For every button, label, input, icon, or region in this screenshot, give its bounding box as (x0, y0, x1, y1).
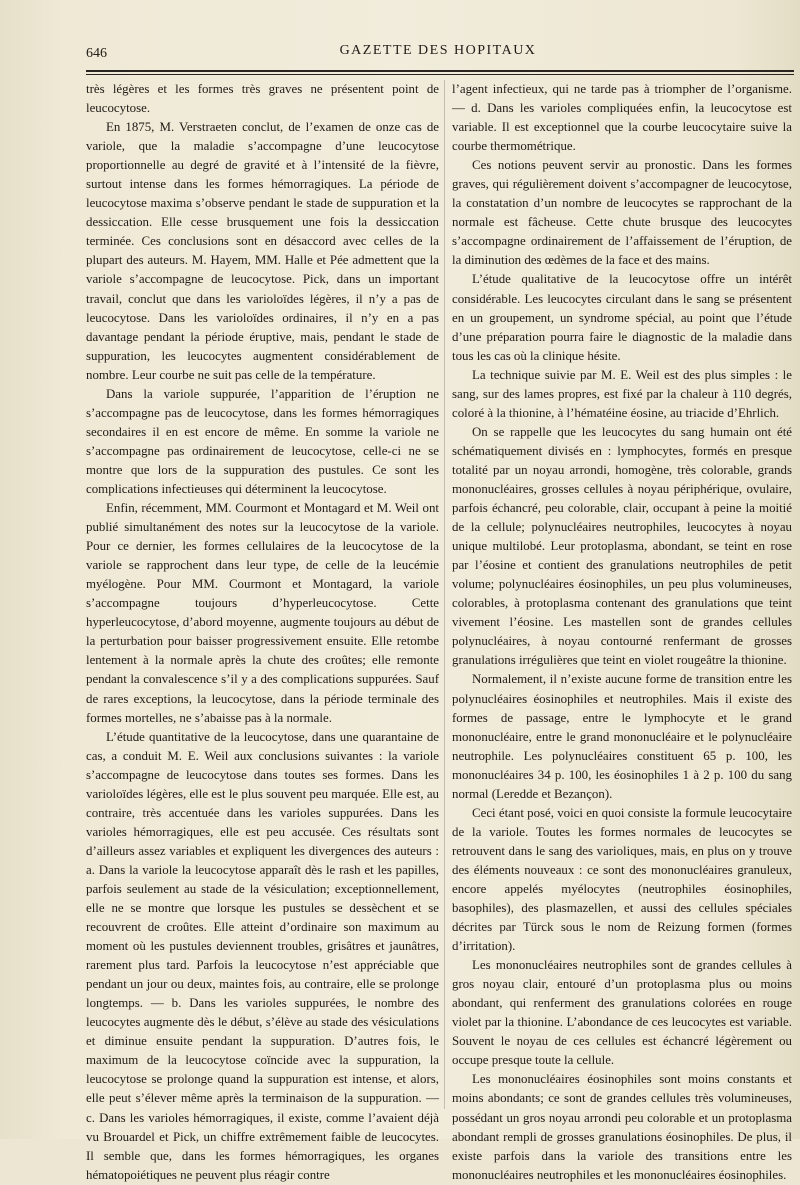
header-rule-thin (86, 74, 794, 75)
column-gutter (444, 80, 445, 1109)
paragraph: L’étude quantitative de la leucocytose, dans une quarantaine de cas, a conduit M. E. Weil aux conclusions suivantes : la variole s’accompagne de leucocytose dans toutes ses formes. Dans les varioloïdes légères, elle est le plus souvent peu marquée. Elle est, au contraire, très accentuée dans les varioles suppurées. Dans les varioles hémorragiques, elle est peu accusée. Ces résultats sont d’ailleurs assez variables et expliquent les divergences des auteurs : a. Dans la variole la leucocytose apparaît dès le rash et les papilles, parfois seulement au stade de la vésiculation; exceptionnellement, elle ne se montre que lorsque les pustules se dessèchent et se recouvrent de croûtes. Elle atteint d’ordinaire son maximum au moment où les pustules deviennent troubles, grisâtres et jaunâtres, rarement plus tard. Parfois la leucocytose n’est appréciable que pendant un jour ou deux, maintes fois, au contraire, elle se prolonge longtemps. — b. Dans les varioles suppurées, le nombre des leucocytes augmente dès le début, s’élève au stade des vésiculations et diminue ensuite pendant la suppuration. D’autres fois, le maximum de la leucocytose coïncide avec la suppuration, la leucocytose se prolonge quand la suppuration est intense, et alors, elle peut s’élever même après la terminaison de la suppuration. — c. Dans les varioles hémorragiques, il existe, comme l’avaient déjà vu Brouardel et Pick, un chiffre extrêmement faible de leucocytes. Il semble que, dans les formes hémorragiques, les organes hématopoiétiques ne peuvent plus réagir contre (86, 729, 439, 1182)
page-header (86, 40, 790, 62)
header-rule-thick (86, 70, 794, 72)
paragraph: très légères et les formes très graves ne présentent point de leucocytose. (86, 82, 439, 116)
paragraph: Enfin, récemment, MM. Courmont et Montagard et M. Weil ont publié simultanément des notes sur la leucocytose de la variole. Pour ce dernier, les formes cellulaires de la leucocytose de la variole se rapprochent dans leur type, de celle de la leucémie myélogène. Pour MM. Courmont et Montagard, la variole s’accompagne toujours d’hyperleucocytose. Cette hyperleucocytose, d’abord moyenne, augmente toujours au début de la perturbation pour baisser progressivement ensuite. Elle retombe lentement à la normale après la chute des croûtes; elle remonte pendant la convalescence s’il y a des complications suppurées. Sauf de rares exceptions, la leucocytose, dans la période terminale des formes mortelles, ne s’abaisse pas à la normale. (86, 501, 439, 725)
paragraph: En 1875, M. Verstraeten conclut, de l’examen de onze cas de variole, que la maladie s’accompagne d’une leucocytose proportionnelle au degré de gravité et à l’intensité de la fièvre, surtout intense dans les formes hémorragiques. La période de leucocytose maxima s’observe pendant le stade de suppuration et la dessiccation. Elle cesse brusquement une fois la dessiccation terminée. Ces conclusions sont en désaccord avec celles de la plupart des auteurs. M. Hayem, MM. Halle et Pée admettent que la variole s’accompagne de leucocytose. Pick, dans un important travail, conclut que dans les varioloïdes légères, il n’y a pas de leucocytose. Dans les varioloïdes ordinaires, il n’y en a pas davantage pendant la période éruptive, mais, pendant le stade de suppuration, les leucocytes augmentent considérablement de nombre. Leur courbe ne suit pas celle de la température. (86, 120, 439, 382)
paragraph: La technique suivie par M. E. Weil est des plus simples : le sang, sur des lames propres, est fixé par la chaleur à 110 degrés, coloré à la thionine, à l’hématéine éosine, au triacide d’Ehrlich. (452, 367, 792, 420)
page-number: 646 (86, 46, 107, 61)
paragraph: Ceci étant posé, voici en quoi consiste la formule leucocytaire de la variole. Toutes les formes normales de leucocytes se retrouvent dans le sang des varioliques, mais, en plus on y trouve des éléments nouveaux : ce sont des mononucléaires granuleux, encore appelés myélocytes (neutrophiles éosinophiles, basophiles), des plasmazellen, et aussi des cellules spéciales décrites par Türck sous le nom de Reizung formen (formes d’irritation). (452, 805, 793, 954)
paragraph: Les mononucléaires éosinophiles sont moins constants et moins abondants; ce sont de grandes cellules très volumineuses, possédant un gros noyau arrondi peu colorable et un protoplasma abondant rempli de grosses granulations éosinophiles. De plus, il existe parfois dans la variole des transitions entre les mononucléaires neutrophiles et les mononucléaires éosinophiles. (452, 1072, 792, 1182)
paragraph: Dans la variole suppurée, l’apparition de l’éruption ne s’accompagne pas de leucocytose, dans les formes hémorragiques secondaires il en est encore de même. En somme la variole ne s’accompagne pas ordinairement de leucocytose, celle-ci ne se montre que lors de la suppuration des pustules. Ce sont les complications infectieuses qui déterminent la leucocytose. (86, 386, 439, 496)
paragraph: L’étude qualitative de la leucocytose offre un intérêt considérable. Les leucocytes circulant dans le sang se présentent en un groupement, un syndrome spécial, au point que l’étude d’une préparation pourra faire le diagnostic de la maladie dans tous les cas où la clinique hésite. (452, 272, 792, 363)
paragraph: Les mononucléaires neutrophiles sont de grandes cellules à gros noyau clair, entouré d’un protoplasma plus ou moins abondant, qui renferment des granulations colorées en rouge violet par la thionine. L’abondance de ces leucocytes est variable. Souvent le noyau de ces cellules est échancré légèrement ou occupe presque toute la cellule. (452, 958, 792, 1068)
paragraph: l’agent infectieux, qui ne tarde pas à triompher de l’organisme. — d. Dans les varioles compliquées enfin, la leucocytose est variable. Il est exceptionnel que la courbe leucocytaire suive la courbe thermométrique. (452, 82, 792, 154)
paragraph: Normalement, il n’existe aucune forme de transition entre les polynucléaires éosinophiles et neutrophiles. Mais il existe des formes de passage, entre le lymphocyte et le grand mononucléaire, entre le grand mononucléaire et le polynucléaire neutrophile. Les polynucléaires constituent 65 p. 100, les mononucléaires 34 p. 100, les éosinophiles 1 à 2 p. 100 du sang normal (Leredde et Bezançon). (452, 672, 792, 801)
running-title: GAZETTE DES HOPITAUX (339, 43, 537, 58)
left-column (86, 80, 439, 1185)
paragraph: On se rappelle que les leucocytes du sang humain ont été schématiquement divisés en : lymphocytes, formés en presque totalité par un noyau arrondi, homogène, très colorable, grands mononucléaires, grosses cellules à noyau périphérique, ovulaire, parfois échancré, peu colorable, clair, occupant à peine la moitié de la cellule; polynucléaires neutrophiles, leucocytes à noyau unique multilobé. Leur protoplasma, abondant, se teint en rose par l’éosine et contient des granulations neutrophiles de petit volume; polynucléaires éosinophiles, un peu plus volumineuses, colorables, à protoplasma contenant des granulations que teint vivement l’éosine. Les mastellen sont de grandes cellules polynucléaires, à noyau contourné renfermant de grosses granulations irrégulières que teint en violet rougeâtre la thionine. (452, 424, 792, 668)
right-column (452, 80, 792, 1185)
paragraph: Ces notions peuvent servir au pronostic. Dans les formes graves, qui régulièrement doivent s’accompagner de leucocytose, la constatation d’un nombre de leucocytes se rapprochant de la normale est fâcheuse. Cette chute brusque des leucocytes s’accompagne ordinairement de l’affaissement de l’éruption, de la diminution des œdèmes de la face et des mains. (452, 158, 792, 268)
